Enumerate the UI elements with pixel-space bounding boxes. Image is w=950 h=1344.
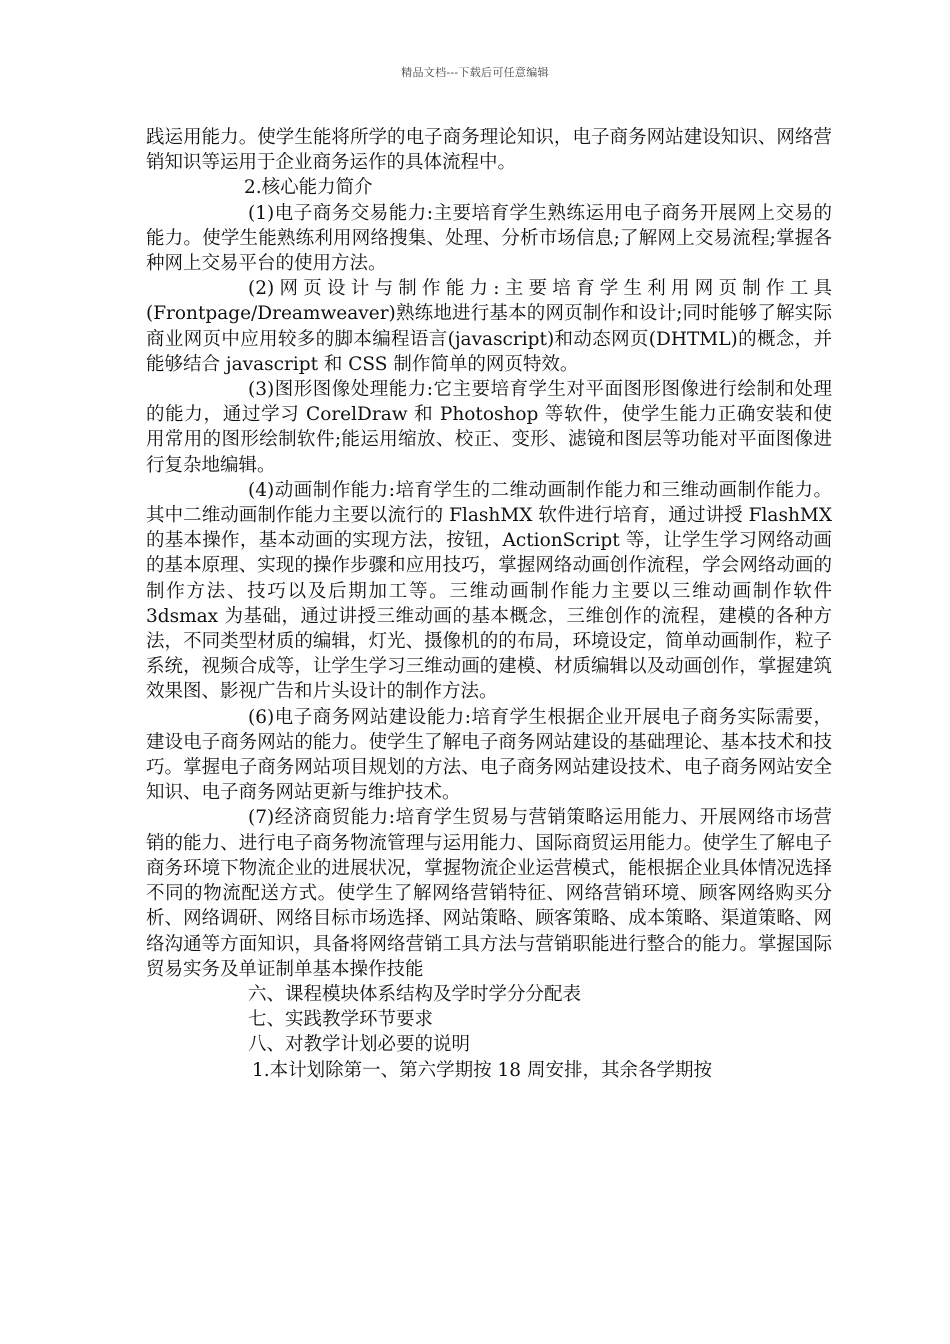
page-header: 精品文档---下载后可任意编辑: [401, 66, 549, 79]
paragraph-animation: (4)动画制作能力:培育学生的二维动画制作能力和三维动画制作能力。其中二维动画制作能力主要以流行的 FlashMX 软件进行培育，通过讲授 FlashMX 的基本操作，基本动画的实现方法，按钮，ActionScript 等，让学生学习网络动画的基本原理、实现的操作步骤和应用技巧，掌握网络动画创作流程，学会网络动画的制作方法、技巧以及后期加工等。三维动画制作能力主要以三维动画制作软件 3dsmax 为基础，通过讲授三维动画的基本概念，三维创作的流程，建模的各种方法，不同类型材质的编辑，灯光、摄像机的的布局，环境设定，简单动画制作，粒子系统，视频合成等，让学生学习三维动画的建模、材质编辑以及动画创作，掌握建筑效果图、影视广告和片头设计的制作方法。: [146, 479, 832, 703]
section-heading-eight: 八、对教学计划必要的说明: [248, 1034, 471, 1056]
paragraph-plan-note: 1.本计划除第一、第六学期按 18 周安排，其余各学期按: [252, 1059, 712, 1081]
paragraph-image-processing: (3)图形图像处理能力:它主要培育学生对平面图形图像进行绘制和处理的能力，通过学习 CorelDraw 和 Photoshop 等软件，使学生能力正确安装和使用常用的图形绘制软件;能运用缩放、校正、变形、滤镜和图层等功能对平面图像进行复杂地编辑。: [146, 379, 832, 476]
paragraph-ecommerce-trading: (1)电子商务交易能力:主要培育学生熟练运用电子商务开展网上交易的能力。使学生能熟练利用网络搜集、处理、分析市场信息;了解网上交易流程;掌握各种网上交易平台的使用方法。: [146, 202, 832, 275]
paragraph-website-building: (6)电子商务网站建设能力:培育学生根据企业开展电子商务实际需要，建设电子商务网站的能力。使学生了解电子商务网站建设的基础理论、基本技术和技巧。掌握电子商务网站项目规划的方法、电子商务网站建设技术、电子商务网站安全知识、电子商务网站更新与维护技术。: [146, 706, 832, 804]
paragraph-web-design: (2)网页设计与制作能力:主要培育学生利用网页制作工具(Frontpage/Dreamweaver)熟练地进行基本的网页制作和设计;同时能够了解实际商业网页中应用较多的脚本编程语言(javascript)和动态网页(DHTML)的概念，并能够结合 javascript 和 CSS 制作简单的网页特效。: [146, 278, 832, 375]
section-heading-seven: 七、实践教学环节要求: [248, 1009, 434, 1031]
document-body: [146, 125, 832, 1083]
paragraph-economic-trade: (7)经济商贸能力:培育学生贸易与营销策略运用能力、开展网络市场营销的能力、进行电子商务物流管理与运用能力、国际商贸运用能力。使学生了解电子商务环境下物流企业的进展状况，掌握物流企业运营模式，能根据企业具体情况选择不同的物流配送方式。使学生了解网络营销特征、网络营销环境、顾客网络购买分析、网络调研、网络目标市场选择、网站策略、顾客策略、成本策略、渠道策略、网络沟通等方面知识，具备将网络营销工具方法与营销职能进行整合的能力。掌握国际贸易实务及单证制单基本操作技能: [146, 807, 832, 980]
section-heading-core-abilities: 2.核心能力简介: [244, 177, 373, 199]
paragraph-intro: 践运用能力。使学生能将所学的电子商务理论知识，电子商务网站建设知识、网络营销知识等运用于企业商务运作的具体流程中。: [146, 127, 832, 174]
section-heading-six: 六、课程模块体系结构及学时学分分配表: [248, 983, 582, 1005]
